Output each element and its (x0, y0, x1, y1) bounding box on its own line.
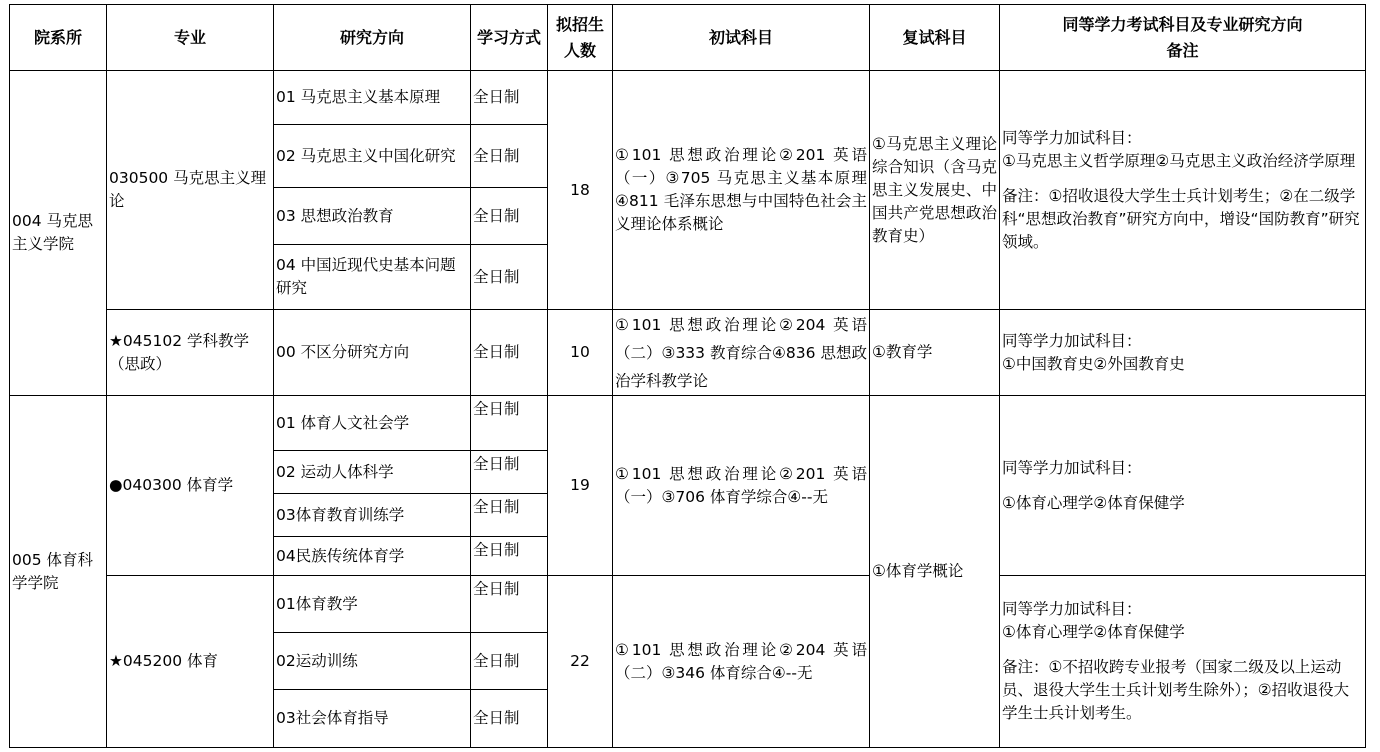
admissions-table (9, 4, 1366, 748)
direction-cell: 02运动训练 (274, 633, 471, 690)
college-cell: 004 马克思主义学院 (10, 71, 107, 396)
notes-line: 同等学力加试科目： (1002, 128, 1142, 147)
notes-line: ①马克思主义哲学原理②马克思主义政治经济学原理 (1002, 151, 1356, 170)
direction-cell: 03 思想政治教育 (274, 188, 471, 245)
notes-remark: 备注：①招收退役大学生士兵计划考生；②在二级学科“思想政治教育”研究方向中，增设“国防教育”研究领域。 (1002, 186, 1360, 251)
direction-cell: 01 马克思主义基本原理 (274, 71, 471, 125)
direction-cell: 04民族传统体育学 (274, 537, 471, 576)
direction-cell: 03社会体育指导 (274, 690, 471, 748)
table-row (10, 310, 1366, 396)
direction-cell: 03体育教育训练学 (274, 494, 471, 537)
mode-cell: 全日制 (471, 125, 548, 188)
mode-cell: 全日制 (471, 451, 548, 494)
major-cell: ★045200 体育 (107, 576, 274, 748)
second-exam-cell: ①体育学概论 (870, 396, 1000, 748)
mode-cell: 全日制 (471, 690, 548, 748)
table-row (10, 576, 1366, 633)
second-exam-cell: ①马克思主义理论综合知识（含马克思主义发展史、中国共产党思想政治教育史） (870, 71, 1000, 310)
direction-cell: 04 中国近现代史基本问题研究 (274, 245, 471, 310)
header-direction: 研究方向 (274, 5, 471, 71)
quota-cell: 10 (548, 310, 613, 396)
first-exam-cell: ①101 思想政治理论②201 英语（一）③705 马克思主义基本原理④811 毛泽东思想与中国特色社会主义理论体系概论 (613, 71, 870, 310)
table-row (10, 396, 1366, 451)
header-quota: 拟招生人数 (548, 5, 613, 71)
mode-cell: 全日制 (471, 396, 548, 451)
mode-cell: 全日制 (471, 576, 548, 633)
notes-line: 同等学力加试科目： (1002, 600, 1142, 618)
mode-cell: 全日制 (471, 494, 548, 537)
header-college: 院系所 (10, 5, 107, 71)
mode-cell: 全日制 (471, 71, 548, 125)
notes-line: ①中国教育史②外国教育史 (1002, 354, 1185, 373)
notes-cell (1000, 310, 1366, 396)
header-exam-second: 复试科目 (870, 5, 1000, 71)
first-exam-cell: ①101 思想政治理论②204 英语（二）③346 体育综合④--无 (613, 576, 870, 748)
mode-cell: 全日制 (471, 633, 548, 690)
header-major: 专业 (107, 5, 274, 71)
header-mode: 学习方式 (471, 5, 548, 71)
quota-cell: 18 (548, 71, 613, 310)
quota-cell: 22 (548, 576, 613, 748)
major-cell: ★045102 学科教学（思政） (107, 310, 274, 396)
direction-cell: 01 体育人文社会学 (274, 396, 471, 451)
mode-cell: 全日制 (471, 245, 548, 310)
notes-remark: 备注：①不招收跨专业报考（国家二级及以上运动员、退役大学生士兵计划考生除外）；②招收退役大学生士兵计划考生。 (1002, 658, 1350, 722)
notes-cell (1000, 576, 1366, 748)
mode-cell: 全日制 (471, 188, 548, 245)
notes-line: ①体育心理学②体育保健学 (1002, 623, 1185, 641)
notes-line: 同等学力加试科目： (1002, 458, 1142, 477)
college-cell: 005 体育科学学院 (10, 396, 107, 748)
mode-cell: 全日制 (471, 310, 548, 396)
major-cell: 030500 马克思主义理论 (107, 71, 274, 310)
first-exam-cell: ①101 思想政治理论②201 英语（一）③706 体育学综合④--无 (613, 396, 870, 576)
direction-cell: 02 运动人体科学 (274, 451, 471, 494)
notes-cell (1000, 71, 1366, 310)
direction-cell: 01体育教学 (274, 576, 471, 633)
direction-cell: 02 马克思主义中国化研究 (274, 125, 471, 188)
header-row (10, 5, 1366, 71)
direction-cell: 00 不区分研究方向 (274, 310, 471, 396)
table-row (10, 71, 1366, 125)
major-cell: ●040300 体育学 (107, 396, 274, 576)
quota-cell: 19 (548, 396, 613, 576)
mode-cell: 全日制 (471, 537, 548, 576)
second-exam-cell: ①教育学 (870, 310, 1000, 396)
notes-line: ①体育心理学②体育保健学 (1002, 493, 1185, 512)
notes-line: 同等学力加试科目： (1002, 331, 1142, 350)
header-exam-first: 初试科目 (613, 5, 870, 71)
header-notes: 同等学力考试科目及专业研究方向备注 (1000, 5, 1366, 71)
first-exam-cell: ①101 思想政治理论②204 英语（二）③333 教育综合④836 思想政治学科教学论 (613, 310, 870, 396)
notes-cell (1000, 396, 1366, 576)
